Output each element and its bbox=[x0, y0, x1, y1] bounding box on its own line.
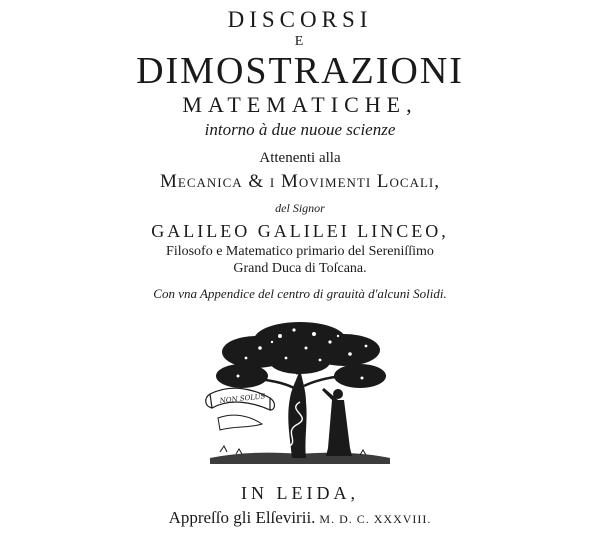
subtitle-attenenti: Attenenti alla bbox=[259, 150, 341, 166]
subtitle-intorno: intorno à due nuoue scienze bbox=[204, 120, 396, 139]
imprint-publisher: Appreſſo gli Elſevirii. bbox=[168, 508, 316, 527]
author-title-line-1: Filosofo e Matematico primario del Sereniſſimo bbox=[166, 244, 434, 259]
title-discorsi: DISCORSI bbox=[227, 7, 373, 32]
appendix-note: Con vna Appendice del centro di grauità d'alcuni Solidi. bbox=[153, 286, 447, 301]
imprint-line bbox=[0, 509, 600, 526]
elsevier-tree-emblem-icon bbox=[190, 318, 410, 470]
title-e: E bbox=[294, 34, 306, 49]
imprint-date: M. D. C. XXXVIII. bbox=[319, 512, 432, 526]
imprint-place: IN LEIDA, bbox=[241, 483, 359, 503]
title-dimostrazioni: DIMOSTRAZIONI bbox=[136, 50, 464, 92]
author-title-line-2: Grand Duca di Toſcana. bbox=[233, 261, 367, 276]
author-name: GALILEO GALILEI LINCEO, bbox=[151, 221, 449, 241]
title-matematiche: MATEMATICHE, bbox=[182, 92, 418, 117]
emblem-motto: NON SOLUS bbox=[219, 392, 266, 406]
subtitle-mecanica: Mecanica & i Movimenti Locali, bbox=[159, 171, 440, 192]
del-signor: del Signor bbox=[275, 201, 325, 215]
